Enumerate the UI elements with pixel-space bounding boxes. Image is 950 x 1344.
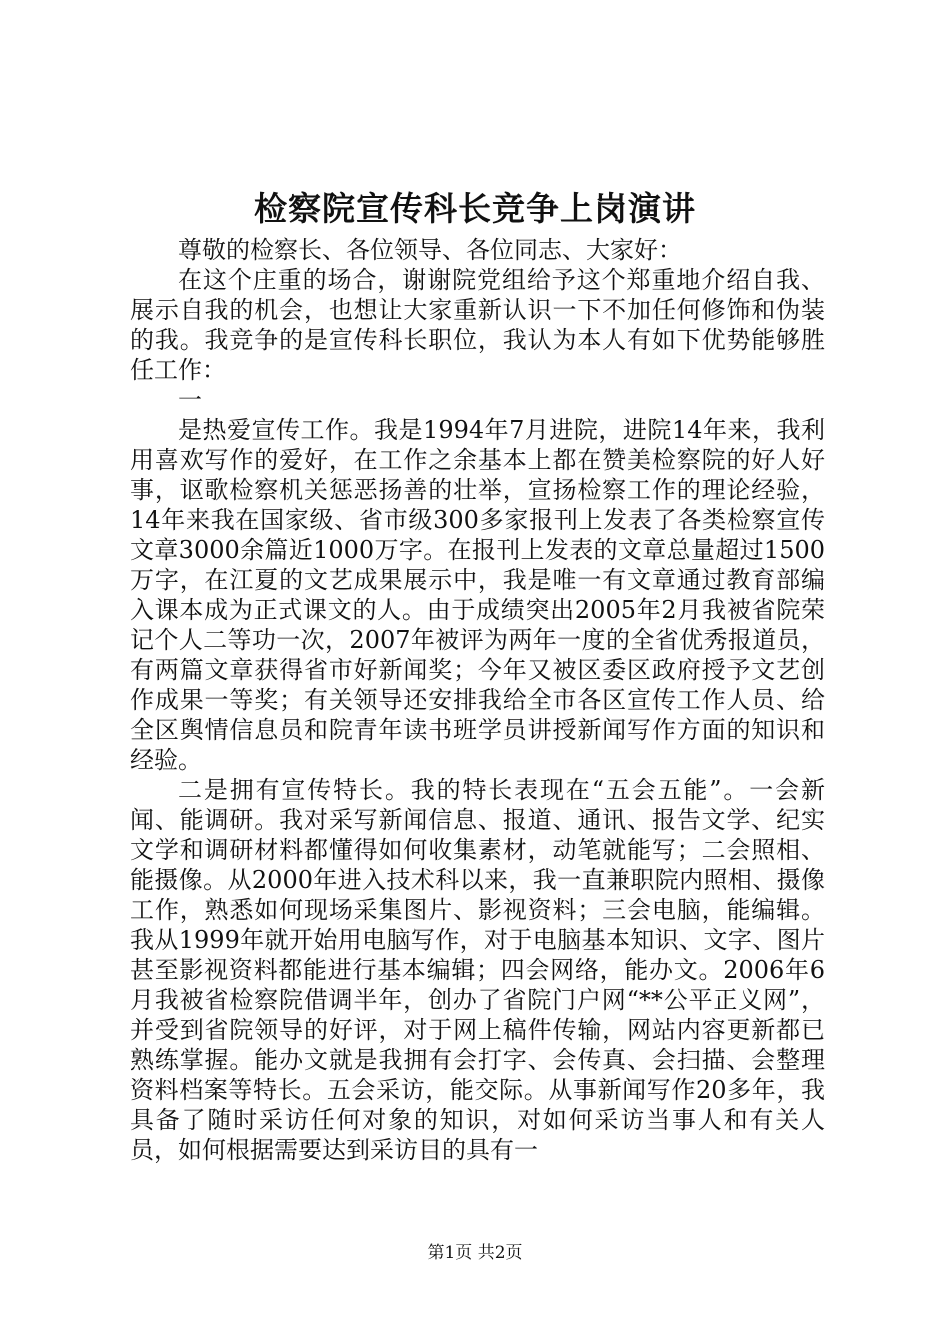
salutation-paragraph: 尊敬的检察长、各位领导、各位同志、大家好： (178, 236, 682, 264)
page-footer: 第1页 共2页 (427, 1243, 523, 1263)
document-title: 检察院宣传科长竞争上岗演讲 (254, 189, 696, 228)
body-paragraph: 在这个庄重的场合，谢谢院党组给予这个郑重地介绍自我、展示自我的机会，也想让大家重新认识一下不加任何修饰和伪装的我。我竞争的是宣传科长职位，我认为本人有如下优势能够胜任工作： (130, 266, 825, 384)
document-body (130, 235, 825, 1165)
body-paragraph: 是热爱宣传工作。我是1994年7月进院，进院14年来，我利用喜欢写作的爱好，在工作之余基本上都在赞美检察院的好人好事，讴歌检察机关惩恶扬善的壮举，宣扬检察工作的理论经验，14年来我在国家级、省市级300多家报刊上发表了各类检察宣传文章3000余篇近1000万字。在报刊上发表的文章总量超过1500万字，在江夏的文艺成果展示中，我是唯一有文章通过教育部编入课本成为正式课文的人。由于成绩突出2005年2月我被省院荣记个人二等功一次，2007年被评为两年一度的全省优秀报道员，有两篇文章获得省市好新闻奖；今年又被区委区政府授予文艺创作成果一等奖；有关领导还安排我给全市各区宣传工作人员、给全区舆情信息员和院青年读书班学员讲授新闻写作方面的知识和经验。 (130, 416, 825, 774)
body-paragraph: 二是拥有宣传特长。我的特长表现在“五会五能”。一会新闻、能调研。我对采写新闻信息、报道、通讯、报告文学、纪实文学和调研材料都懂得如何收集素材，动笔就能写；二会照相、能摄像。从2000年进入技术科以来，我一直兼职院内照相、摄像工作，熟悉如何现场采集图片、影视资料；三会电脑，能编辑。我从1999年就开始用电脑写作，对于电脑基本知识、文字、图片甚至影视资料都能进行基本编辑；四会网络，能办文。2006年6月我被省检察院借调半年，创办了省院门户网“**公平正义网”，并受到省院领导的好评，对于网上稿件传输，网站内容更新都已熟练掌握。能办文就是我拥有会打字、会传真、会扫描、会整理资料档案等特长。五会采访，能交际。从事新闻写作20多年，我具备了随时采访任何对象的知识，对如何采访当事人和有关人员，如何根据需要达到采访目的具有一 (130, 776, 825, 1164)
body-paragraph: 一 (178, 386, 202, 414)
